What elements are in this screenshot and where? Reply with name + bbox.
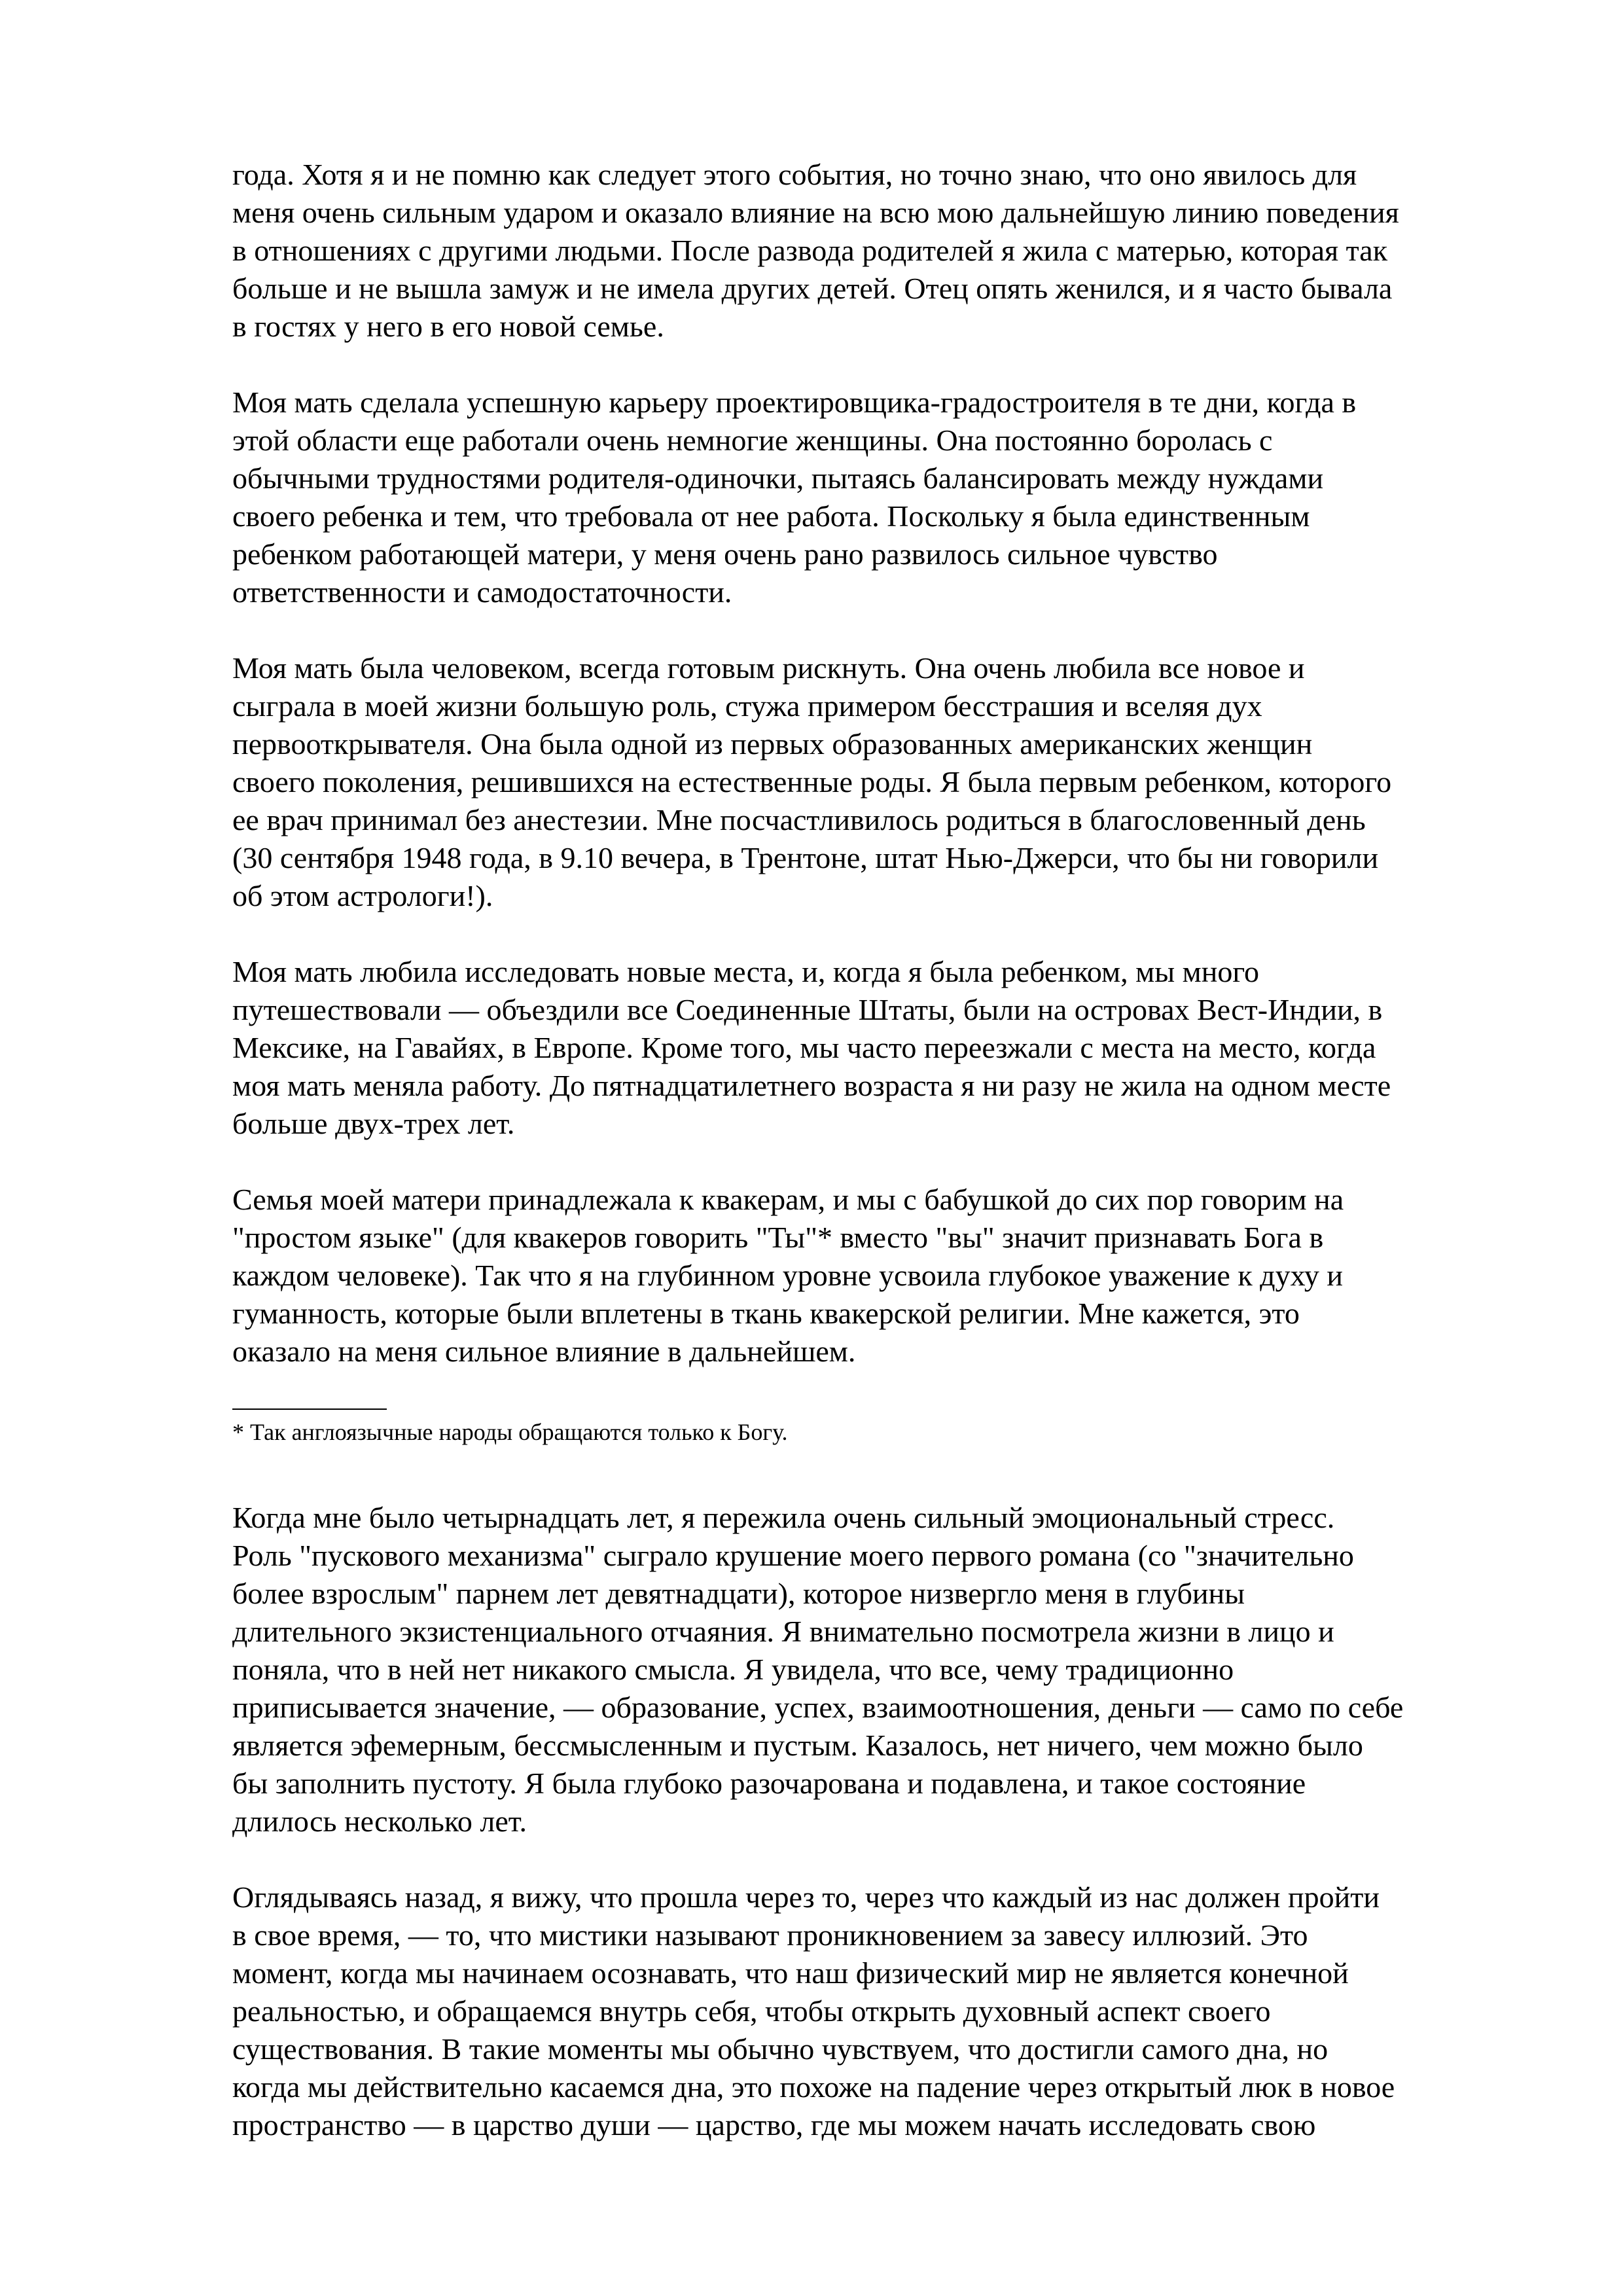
text-line: оказало на меня сильное влияние в дальнейшем. [232,1335,856,1368]
text-line: больше двух-трех лет. [232,1107,515,1140]
text-line: меня очень сильным ударом и оказало влияние на всю мою дальнейшую линию поведения [232,196,1399,229]
text-line: (30 сентября 1948 года, в 9.10 вечера, в Трентоне, штат Нью-Джерси, что бы ни говорили [232,841,1379,874]
text-line: гуманность, которые были вплетены в ткань квакерской религии. Мне кажется, это [232,1297,1300,1330]
paragraph-5 [232,1181,1528,1371]
paragraph-1 [232,156,1528,346]
text-line: Моя мать сделала успешную карьеру проектировщика-градостроителя в те дни, когда в [232,386,1357,419]
paragraph-6 [232,1499,1528,1840]
text-line: "простом языке" (для квакеров говорить "Ты"* вместо "вы" значит признавать Бога в [232,1221,1324,1254]
paragraph-4 [232,953,1528,1143]
text-line: момент, когда мы начинаем осознавать, что наш физический мир не является конечной [232,1956,1349,1990]
text-line: в свое время, — то, что мистики называют проникновением за завесу иллюзий. Это [232,1918,1308,1952]
text-line: каждом человеке). Так что я на глубинном уровне усвоила глубокое уважение к духу и [232,1259,1343,1292]
text-line: в отношениях с другими людьми. После развода родителей я жила с матерью, которая так [232,234,1388,267]
paragraph-3 [232,649,1528,915]
text-line: моя мать меняла работу. До пятнадцатилетнего возраста я ни разу не жила на одном месте [232,1069,1391,1102]
text-line: ребенком работающей матери, у меня очень рано развилось сильное чувство [232,537,1218,571]
text-line: своего ребенка и тем, что требовала от нее работа. Поскольку я была единственным [232,499,1310,533]
text-line: об этом астрологи!). [232,879,493,912]
text-line: поняла, что в ней нет никакого смысла. Я увидела, что все, чему традиционно [232,1653,1234,1686]
text-line: длилось несколько лет. [232,1804,527,1838]
text-line: Семья моей матери принадлежала к квакерам, и мы с бабушкой до сих пор говорим на [232,1183,1344,1216]
text-line: ее врач принимал без анестезии. Мне посчастливилось родиться в благословенный день [232,803,1366,836]
text-line: больше и не вышла замуж и не имела других детей. Отец опять женился, и я часто бывала [232,272,1393,305]
paragraph-2 [232,384,1528,611]
text-line: является эфемерным, бессмысленным и пустым. Казалось, нет ничего, чем можно было [232,1729,1363,1762]
text-line: Роль "пускового механизма" сыграло крушение моего первого романа (со "значительно [232,1539,1354,1572]
footnote-divider [232,1408,387,1410]
text-line: бы заполнить пустоту. Я была глубоко разочарована и подавлена, и такое состояние [232,1767,1306,1800]
text-line: года. Хотя я и не помню как следует этого события, но точно знаю, что оно явилось для [232,158,1357,191]
text-line: Оглядываясь назад, я вижу, что прошла через то, через что каждый из нас должен пройти [232,1880,1380,1914]
footnote-text: * Так англоязычные народы обращаются только к Богу. [232,1419,788,1445]
text-line: Моя мать была человеком, всегда готовым рискнуть. Она очень любила все новое и [232,651,1305,685]
text-line: своего поколения, решившихся на естественные роды. Я была первым ребенком, которого [232,765,1392,798]
text-line: ответственности и самодостаточности. [232,575,732,609]
text-line: обычными трудностями родителя-одиночки, пытаясь балансировать между нуждами [232,461,1324,495]
text-line: более взрослым" парнем лет девятнадцати), которое низвергло меня в глубины [232,1577,1245,1610]
text-line: существования. В такие моменты мы обычно чувствуем, что достигли самого дна, но [232,2032,1329,2066]
text-line: Мексике, на Гавайях, в Европе. Кроме того, мы часто переезжали с места на место, когда [232,1031,1376,1064]
text-line: Когда мне было четырнадцать лет, я пережила очень сильный эмоциональный стресс. [232,1501,1335,1534]
text-line: первооткрывателя. Она была одной из первых образованных американских женщин [232,727,1313,761]
footnote [232,1408,1528,1446]
text-line: реальностью, и обращаемся внутрь себя, чтобы открыть духовный аспект своего [232,1994,1271,2028]
document-page [232,156,1528,2144]
text-line: сыграла в моей жизни большую роль, стужа примером бесстрашия и вселяя дух [232,689,1262,723]
text-line: путешествовали — объездили все Соединенные Штаты, были на островах Вест-Индии, в [232,993,1383,1026]
text-line: приписывается значение, — образование, успех, взаимоотношения, деньги — само по себе [232,1691,1404,1724]
text-line: в гостях у него в его новой семье. [232,310,664,343]
text-line: когда мы действительно касаемся дна, это похоже на падение через открытый люк в новое [232,2070,1395,2104]
text-line: Моя мать любила исследовать новые места, и, когда я была ребенком, мы много [232,955,1260,988]
text-line: длительного экзистенциального отчаяния. Я внимательно посмотрела жизни в лицо и [232,1615,1334,1648]
text-line: этой области еще работали очень немногие женщины. Она постоянно боролась с [232,423,1273,457]
text-line: пространство — в царство души — царство, где мы можем начать исследовать свою [232,2108,1316,2142]
paragraph-7 [232,1878,1528,2144]
